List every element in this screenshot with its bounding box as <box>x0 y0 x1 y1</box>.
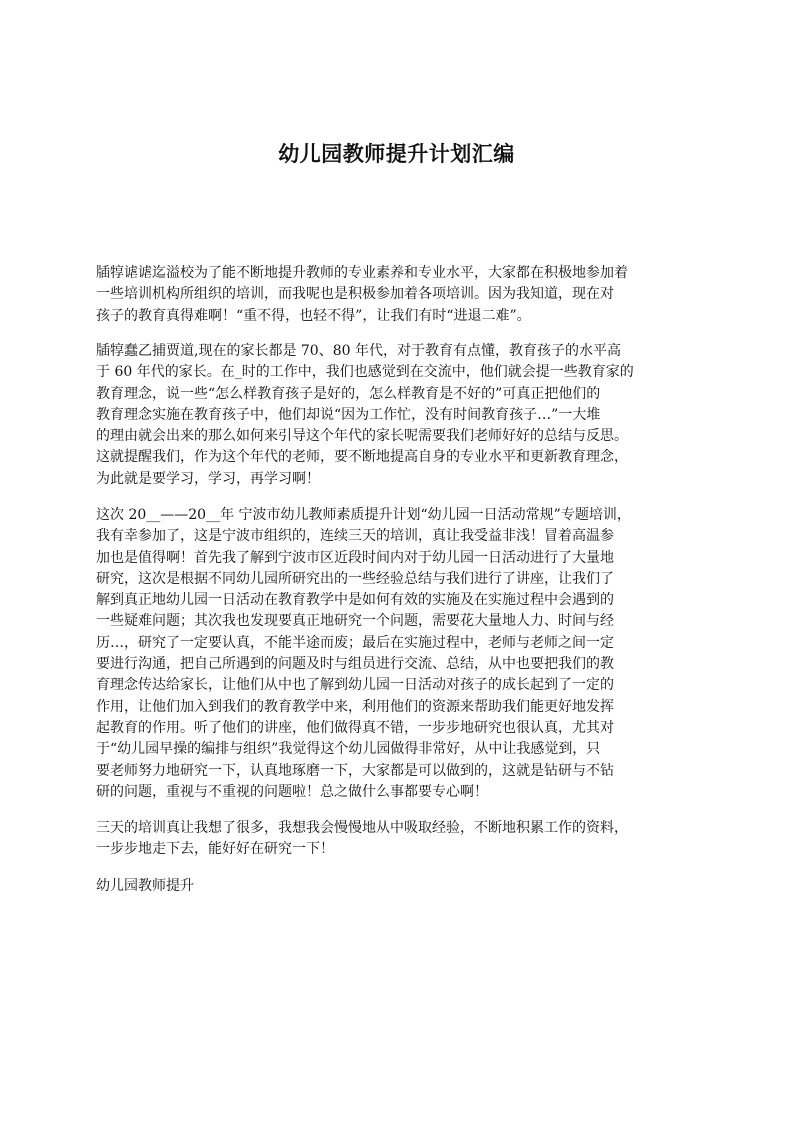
text-line: 这次 20__——20__年 宁波市幼儿教师素质提升计划“幼儿园一日活动常规”专题培训， <box>96 507 631 523</box>
text-line: 解到真正地幼儿园一日活动在教育教学中是如何有效的实施及在实施过程中会遇到的 <box>96 592 614 609</box>
document-title: 幼儿园教师提升计划汇编 <box>278 142 515 166</box>
text-line: 这就提醒我们，作为这个年代的老师，要不断地提高自身的专业水平和更新教育理念， <box>96 449 628 466</box>
text-line: 三天的培训真让我想了很多，我想我会慢慢地从中吸取经验，不断地积累工作的资料， <box>96 820 628 836</box>
text-line: 要老师努力地研究一下，认真地琢磨一下，大家都是可以做到的，这就是钻研与不钻 <box>96 762 614 779</box>
paragraph-5 <box>96 876 711 897</box>
paragraph-3 <box>96 505 711 803</box>
text-line: 起教育的作用。听了他们的讲座，他们做得真不错，一步步地研究也很认真，尤其对 <box>96 719 614 736</box>
text-line: 的理由就会出来的那么如何来引导这个年代的家长呢需要我们老师好好的总结与反思。 <box>96 428 628 445</box>
text-line: 要进行沟通，把自己所遇到的问题及时与组员进行交流、总结，从中也要把我们的教 <box>96 656 614 673</box>
text-line: 加也是值得啊！首先我了解到宁波市区近段时间内对于幼儿园一日活动进行了大量地 <box>96 549 614 566</box>
paragraph-1 <box>96 263 711 327</box>
text-line: 研究，这次是根据不同幼儿园所研究出的一些经验总结与我们进行了讲座，让我们了 <box>96 570 614 587</box>
text-line: 于“幼儿园早操的编排与组织”我觉得这个幼儿园做得非常好，从中让我感觉到，只 <box>96 741 601 758</box>
text-line: 教育理念实施在教育孩子中，他们却说“因为工作忙，没有时间教育孩子…”一大堆 <box>96 406 601 423</box>
paragraph-4 <box>96 818 711 861</box>
text-line: 我有幸参加了，这是宁波市组织的，连续三天的培训，真让我受益非浅！冒着高温参 <box>96 528 614 545</box>
text-line: 牐犉蠢乙捕贾道,现在的家长都是 70、80 年代，对于教育有点懂，教育孩子的水平高 <box>96 343 621 359</box>
text-line: 作用，让他们加入到我们的教育教学中来，利用他们的资源来帮助我们能更好地发挥 <box>96 698 614 715</box>
paragraph-2 <box>96 341 711 490</box>
text-line: 孩子的教育真得难啊！“重不得，也轻不得”，让我们有时“进退二难”。 <box>96 307 531 324</box>
text-line: 历…，研究了一定要认真，不能半途而废；最后在实施过程中，老师与老师之间一定 <box>96 634 614 651</box>
text-line: 教育理念，说一些“怎么样教育孩子是好的，怎么样教育是不好的”可真正把他们的 <box>96 385 601 402</box>
text-line: 育理念传达给家长，让他们从中也了解到幼儿园一日活动对孩子的成长起到了一定的 <box>96 677 614 694</box>
text-line: 于 60 年代的家长。在_时的工作中，我们也感觉到在交流中，他们就会提一些教育家的 <box>96 364 634 381</box>
text-line: 幼儿园教师提升 <box>96 878 194 894</box>
text-line: 一些培训机构所组织的培训，而我呢也是积极参加着各项培训。因为我知道，现在对 <box>96 286 614 303</box>
text-line: 一些疑难问题；其次我也发现要真正地研究一个问题，需要花大量地人力、时间与经 <box>96 613 614 630</box>
text-line: 为此就是要学习，学习，再学习啊！ <box>96 470 320 487</box>
text-line: 一步步地走下去，能好好在研究一下！ <box>96 841 334 858</box>
text-line: 牐犉谑谑迄溢校为了能不断地提升教师的专业素养和专业水平，大家都在积极地参加着 <box>96 265 628 281</box>
text-line: 研的问题，重视与不重视的问题啦！总之做什么事都要专心啊！ <box>96 783 488 800</box>
